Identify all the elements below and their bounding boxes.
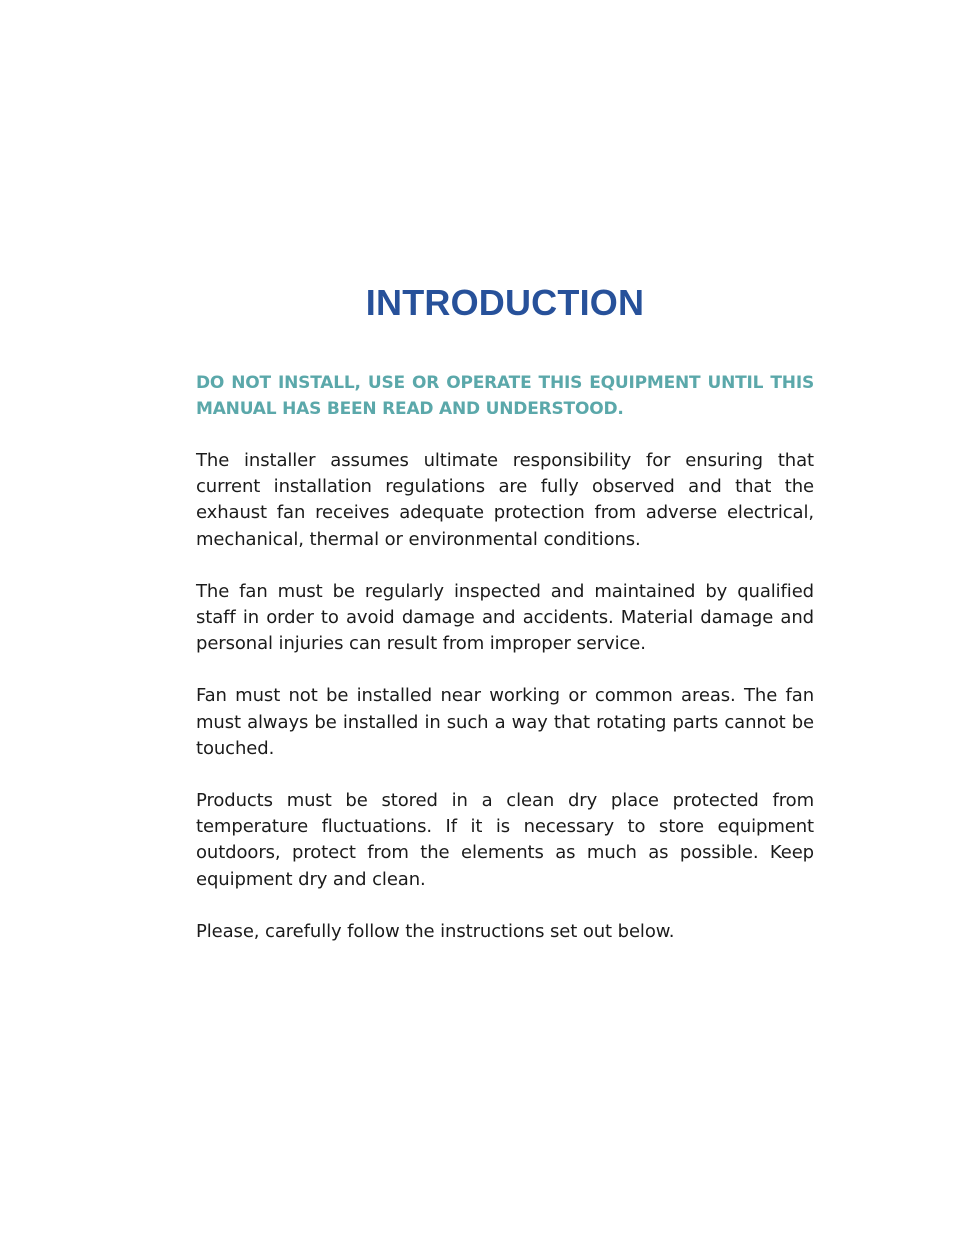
paragraph-follow-instructions: Please, carefully follow the instructions set out below.: [196, 920, 675, 942]
paragraph-installation-location: Fan must not be installed near working or common areas. The fan must always be installed in such a way that rotating parts cannot be touched.: [196, 685, 814, 759]
page-title: INTRODUCTION: [365, 282, 645, 323]
introduction-content: [196, 370, 814, 945]
paragraph-inspection-maintenance: The fan must be regularly inspected and maintained by qualified staff in order to avoid damage and accidents. Material damage and personal injuries can result from improper service.: [196, 580, 814, 655]
paragraph-storage: Products must be stored in a clean dry place protected from temperature fluctuations. If it is necessary to store equipment outdoors, protect from the elements as much as possible. Keep equipment dry and clean.: [196, 790, 814, 890]
paragraph-installer-responsibility: The installer assumes ultimate responsibility for ensuring that current installation regulations are fully observed and that the exhaust fan receives adequate protection from adverse electrical, mechanical, thermal or environmental conditions.: [196, 450, 814, 550]
warning-notice: DO NOT INSTALL, USE OR OPERATE THIS EQUIPMENT UNTIL THIS MANUAL HAS BEEN READ AND UNDERSTOOD.: [196, 373, 814, 419]
